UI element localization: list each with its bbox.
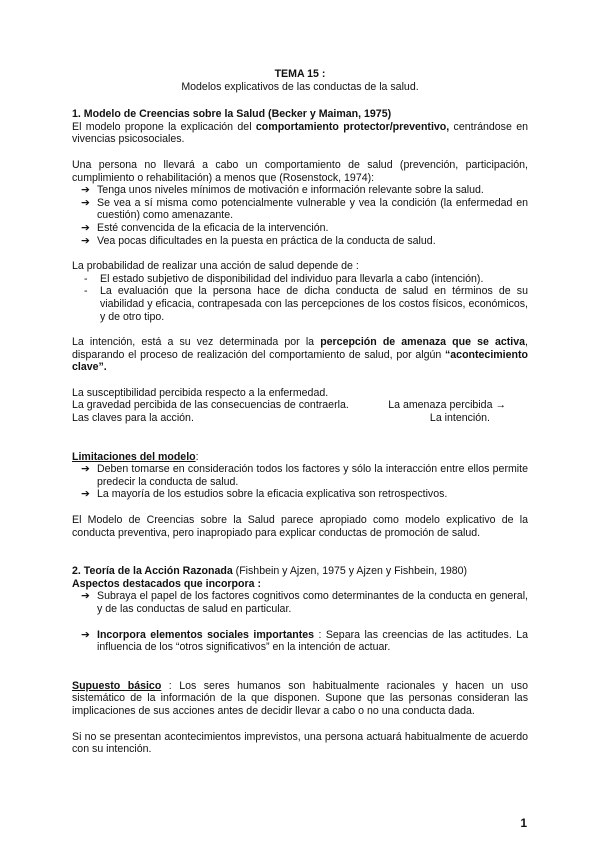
- list-item: - El estado subjetivo de disponibilidad del individuo para llevarla a cabo (intención).: [84, 272, 484, 285]
- cues-row: Las claves para la acción. La intención.: [72, 412, 490, 425]
- limits-heading: Limitaciones del modelo:: [72, 450, 199, 463]
- section2-subheading: Aspectos destacados que incorpora :: [72, 577, 261, 590]
- limits-list: [72, 463, 528, 501]
- dash-icon: -: [84, 285, 88, 298]
- document-page: [72, 68, 528, 756]
- section1-conclusion: El Modelo de Creencias sobre la Salud parece apropiado como modelo explicativo de la conducta preventiva, pero inapropiado para explicar conductas de promoción de salud.: [72, 514, 528, 539]
- basic-assumption: Supuesto básico : Los seres humanos son habitualmente racionales y hacen un uso sistemático de la información de la que disponen. Supone que las personas consideran las implicaciones de sus acciones antes de decidir llevar a cabo o no una conducta dada.: [72, 679, 529, 717]
- section2-heading: 2. Teoría de la Acción Razonada (Fishbein y Ajzen, 1975 y Ajzen y Fishbein, 1980): [72, 565, 468, 578]
- section1-para2: Una persona no llevará a cabo un comportamiento de salud (prevención, participación, cumplimiento o rehabilitación) a menos que (Rosenstock, 1974):: [72, 158, 528, 184]
- perceived-severity-row: La gravedad percibida de las consecuencias de contraerla. La amenaza percibida →: [72, 399, 506, 412]
- perceived-susceptibility: La susceptibilidad percibida respecto a la enfermedad.: [72, 386, 329, 399]
- aspects-list-2: [72, 629, 528, 654]
- list-item: ➔ La mayoría de los estudios sobre la eficacia explicativa son retrospectivos.: [81, 488, 448, 501]
- section1-para4: La intención, está a su vez determinada por la percepción de amenaza que se activa, disparando el proceso de realización del comportamiento de salud, por algún “acontecimiento clave”.: [72, 336, 528, 374]
- list-item: ➔ Incorpora elementos sociales importantes : Separa las creencias de las actitudes. La influencia de los “otros significativos” en la intención de actuar.: [81, 628, 528, 654]
- page-subtitle: Modelos explicativos de las conductas de la salud.: [181, 80, 419, 93]
- final-paragraph: Si no se presentan acontecimientos imprevistos, una persona actuará habitualmente de acuerdo con su intención.: [72, 730, 528, 756]
- arrow-right-icon: ➔: [81, 463, 90, 476]
- page-title: TEMA 15 :: [274, 68, 326, 80]
- section1-intro: El modelo propone la explicación del comportamiento protector/preventivo, centrándose en vivencias psicosociales.: [72, 120, 528, 146]
- arrow-right-icon: ➔: [81, 590, 90, 603]
- list-item: - La evaluación que la persona hace de dicha conducta de salud en términos de su viabilidad y eficacia, contrapesada con las percepciones de los costos físicos, económicos, y de otro tipo.: [84, 285, 528, 323]
- arrow-right-icon: ➔: [81, 221, 90, 234]
- page-number: 1: [520, 816, 527, 831]
- arrow-right-icon: ➔: [81, 628, 90, 641]
- arrow-right-icon: ➔: [81, 488, 90, 501]
- list-item: ➔ Subraya el papel de los factores cognitivos como determinantes de la conducta en general, y de las conductas de salud en particular.: [81, 590, 528, 615]
- arrow-right-icon: ➔: [81, 184, 90, 197]
- arrow-right-icon: ➔: [81, 196, 90, 209]
- aspects-list: [72, 590, 528, 615]
- list-item: ➔ Deben tomarse en consideración todos los factores y sólo la interacción entre ellos permite predecir la conducta de salud.: [81, 463, 528, 488]
- section1-heading: 1. Modelo de Creencias sobre la Salud (Becker y Maiman, 1975): [72, 108, 392, 121]
- dash-icon: -: [84, 272, 88, 285]
- list-item: ➔ Vea pocas dificultades en la puesta en práctica de la conducta de salud.: [81, 234, 436, 247]
- list-item: ➔ Se vea a sí misma como potencialmente vulnerable y vea la condición (la enfermedad en cuestión) como amenazante.: [81, 196, 528, 222]
- list-item: ➔ Tenga unos niveles mínimos de motivación e información relevante sobre la salud.: [81, 184, 484, 197]
- list-item: ➔ Esté convencida de la eficacia de la intervención.: [81, 221, 329, 234]
- section1-para3: La probabilidad de realizar una acción de salud depende de :: [72, 260, 359, 273]
- depends-list: [72, 273, 528, 323]
- conditions-list: [72, 184, 528, 247]
- arrow-right-icon: ➔: [81, 234, 90, 247]
